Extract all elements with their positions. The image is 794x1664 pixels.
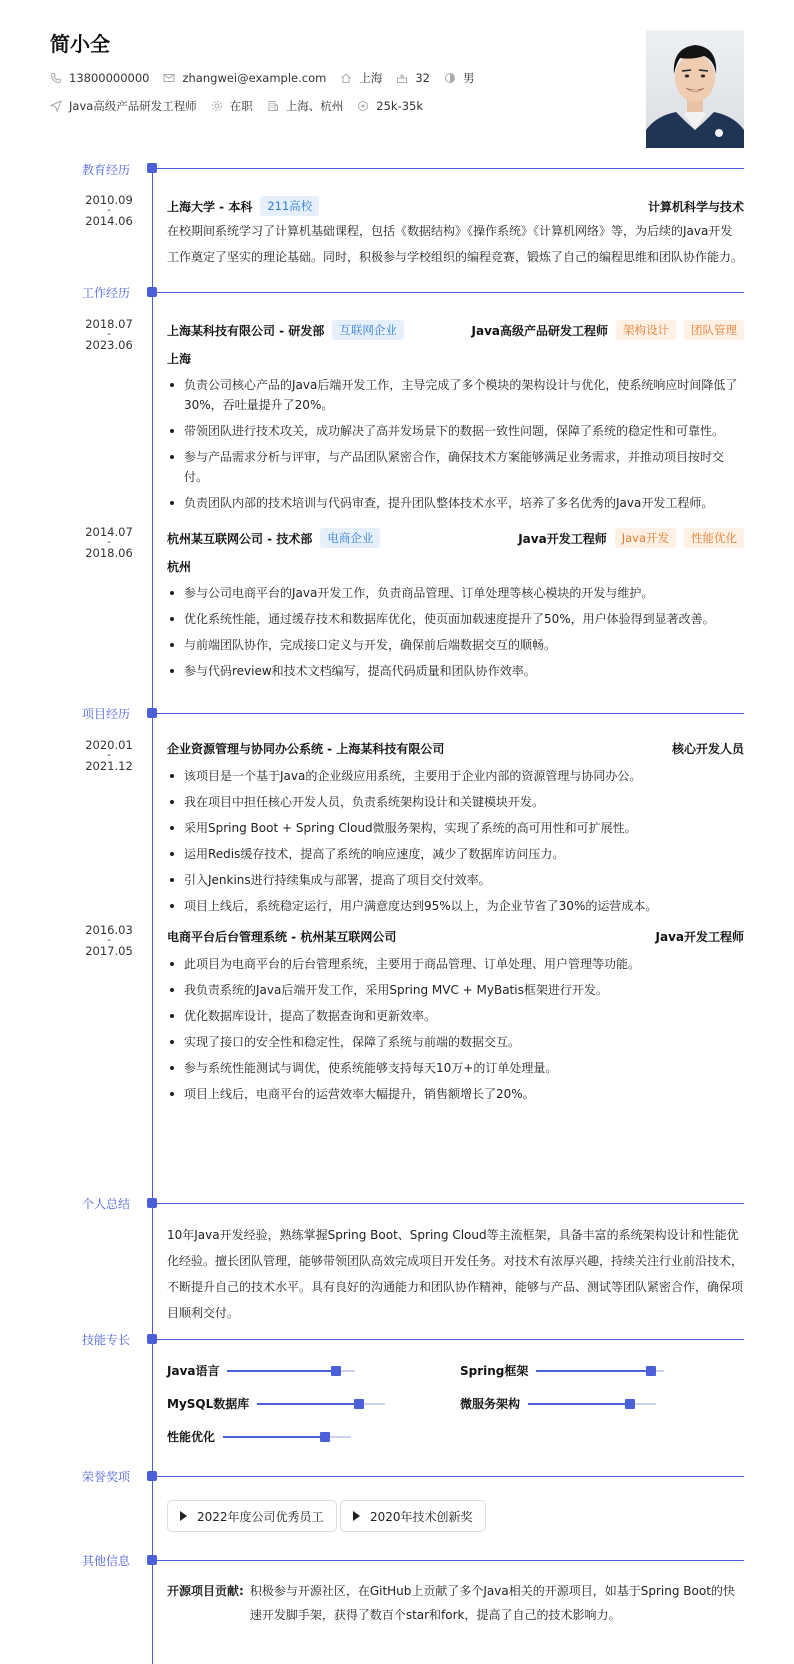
date-end: 2014.06	[85, 214, 133, 228]
list-item: 参与公司电商平台的Java开发工作，负责商品管理、订单处理等核心模块的开发与维护。	[167, 583, 744, 603]
award-label: 2020年技术创新奖	[370, 1509, 473, 1524]
list-item: 项目上线后，电商平台的运营效率大幅提升，销售额增长了20%。	[167, 1084, 744, 1104]
section-marker	[147, 287, 157, 297]
date-start: 2014.07	[85, 525, 133, 539]
project-header	[167, 740, 744, 757]
section-title-other: 其他信息	[82, 1554, 131, 1568]
project-title: 企业资源管理与协同办公系统 - 上海某科技有限公司	[167, 742, 445, 756]
work-bullets	[167, 375, 744, 519]
project-bullets	[167, 766, 744, 922]
project-role: Java开发工程师	[655, 930, 744, 944]
city-item	[340, 70, 382, 86]
section-title-projects: 项目经历	[82, 707, 131, 721]
triangle-icon	[180, 1511, 187, 1521]
project-date	[74, 739, 144, 773]
section-title-skills: 技能专长	[82, 1333, 131, 1347]
work-date	[74, 526, 144, 560]
list-item: 我在项目中担任核心开发人员，负责系统架构设计和关键模块开发。	[167, 792, 744, 812]
skill-mysql	[167, 1395, 385, 1412]
skill-name: Spring框架	[460, 1364, 529, 1378]
skill-bar-knob	[354, 1399, 364, 1409]
date-start: 2018.07	[85, 317, 133, 331]
section-divider	[157, 1339, 744, 1340]
age-text: 32	[415, 71, 430, 85]
skill-java	[167, 1362, 355, 1379]
section-divider	[157, 713, 744, 714]
gender-text: 男	[462, 71, 475, 85]
section-title-summary: 个人总结	[82, 1197, 131, 1211]
resume-header	[0, 0, 794, 160]
section-divider	[157, 168, 744, 169]
date-end: 2021.12	[85, 759, 133, 773]
building-icon	[267, 100, 279, 112]
skill-tag: 团队管理	[684, 320, 744, 340]
work-header	[167, 320, 744, 340]
company-tag: 电商企业	[320, 528, 380, 548]
date-end: 2017.05	[85, 944, 133, 958]
section-divider	[157, 1203, 744, 1204]
triangle-icon	[353, 1511, 360, 1521]
school-tag: 211高校	[260, 196, 319, 216]
date-separator: -	[107, 537, 111, 548]
date-separator: -	[107, 935, 111, 946]
home-icon	[340, 72, 352, 84]
list-item: 参与系统性能测试与调优，使系统能够支持每天10万+的订单处理量。	[167, 1058, 744, 1078]
mail-icon	[163, 72, 175, 84]
phone-item	[50, 71, 149, 85]
section-marker	[147, 163, 157, 173]
school-name: 上海大学 - 本科	[167, 199, 253, 214]
skill-bar-knob	[331, 1366, 341, 1376]
section-marker	[147, 1334, 157, 1344]
skill-bar-fill	[536, 1370, 651, 1372]
list-item: 引入Jenkins进行持续集成与部署，提高了项目交付效率。	[167, 870, 744, 890]
list-item: 带领团队进行技术攻关，成功解决了高并发场景下的数据一致性问题，保障了系统的稳定性和可靠性。	[167, 421, 744, 441]
education-description: 在校期间系统学习了计算机基础课程，包括《数据结构》《操作系统》《计算机网络》等，为后续的Java开发工作奠定了坚实的理论基础。同时，积极参与学校组织的编程竞赛，锻炼了自己的编程思维和团队协作能力。	[167, 224, 744, 264]
project-header	[167, 928, 744, 945]
section-divider	[157, 292, 744, 293]
skill-name: Java语言	[167, 1364, 220, 1378]
skill-performance	[167, 1428, 351, 1445]
skill-bar	[223, 1436, 351, 1438]
date-end: 2023.06	[85, 338, 133, 352]
list-item: 与前端团队协作，完成接口定义与开发，确保前后端数据交互的顺畅。	[167, 635, 744, 655]
company-name: 杭州某互联网公司 - 技术部	[167, 531, 313, 546]
contact-row	[50, 70, 488, 86]
job-role: Java开发工程师	[518, 531, 607, 546]
send-icon	[50, 100, 62, 112]
gender-icon	[444, 72, 456, 84]
section-divider	[157, 1476, 744, 1477]
status-text: 在职	[229, 99, 253, 113]
education-header	[167, 196, 744, 216]
section-title-education: 教育经历	[82, 163, 131, 177]
company-tag: 互联网企业	[332, 320, 404, 340]
other-label: 开源项目贡献:	[167, 1584, 244, 1598]
date-start: 2020.01	[85, 738, 133, 752]
list-item: 参与代码review和技术文档编写，提高代码质量和团队协作效率。	[167, 661, 744, 681]
work-bullets	[167, 583, 744, 687]
section-title-work: 工作经历	[82, 286, 131, 300]
skill-bar	[227, 1370, 355, 1372]
skill-bar	[536, 1370, 664, 1372]
job-role: Java高级产品研发工程师	[471, 323, 608, 338]
list-item: 优化系统性能，通过缓存技术和数据库优化，使页面加载速度提升了50%，用户体验得到显著改善。	[167, 609, 744, 629]
award-item	[340, 1500, 486, 1532]
skill-name: MySQL数据库	[167, 1397, 250, 1411]
section-marker	[147, 1471, 157, 1481]
skill-name: 微服务架构	[460, 1397, 521, 1411]
profile-photo	[646, 30, 744, 148]
list-item: 负责团队内部的技术培训与代码审查，提升团队整体技术水平，培养了多名优秀的Java开发工程师。	[167, 493, 744, 513]
list-item: 项目上线后，系统稳定运行，用户满意度达到95%以上，为企业节省了30%的运营成本。	[167, 896, 744, 916]
education-date	[74, 194, 144, 228]
skill-bar-fill	[227, 1370, 336, 1372]
target-city-text: 上海、杭州	[285, 99, 344, 113]
list-item: 采用Spring Boot + Spring Cloud微服务架构，实现了系统的高可用性和可扩展性。	[167, 818, 744, 838]
phone-text: 13800000000	[69, 71, 150, 85]
section-title-awards: 荣誉奖项	[82, 1470, 131, 1484]
salary-item	[357, 99, 423, 113]
list-item: 运用Redis缓存技术，提高了系统的响应速度，减少了数据库访问压力。	[167, 844, 744, 864]
target-city-item	[267, 98, 344, 114]
project-role: 核心开发人员	[671, 742, 744, 756]
section-marker	[147, 708, 157, 718]
gender-item	[444, 70, 475, 86]
candidate-name: 简小全	[50, 32, 110, 56]
age-icon	[396, 72, 408, 84]
list-item: 负责公司核心产品的Java后端开发工作，主导完成了多个模块的架构设计与优化，使系统响应时间降低了30%，吞吐量提升了20%。	[167, 375, 744, 415]
section-divider	[157, 1560, 744, 1561]
city-text: 上海	[359, 71, 383, 85]
list-item: 优化数据库设计，提高了数据查询和更新效率。	[167, 1006, 744, 1026]
skill-bar-knob	[320, 1432, 330, 1442]
list-item: 实现了接口的安全性和稳定性，保障了系统与前端的数据交互。	[167, 1032, 744, 1052]
award-item	[167, 1500, 337, 1532]
list-item: 此项目为电商平台的后台管理系统，主要用于商品管理、订单处理、用户管理等功能。	[167, 954, 744, 974]
project-date	[74, 924, 144, 958]
status-icon	[211, 100, 223, 112]
work-date	[74, 318, 144, 352]
major: 计算机科学与技术	[647, 199, 744, 214]
section-marker	[147, 1198, 157, 1208]
project-bullets	[167, 954, 744, 1110]
list-item: 该项目是一个基于Java的企业级应用系统，主要用于企业内部的资源管理与协同办公。	[167, 766, 744, 786]
skill-tag: 架构设计	[616, 320, 676, 340]
skill-bar-fill	[257, 1403, 359, 1405]
phone-icon	[50, 72, 62, 84]
job-item	[50, 98, 197, 114]
skill-bar-fill	[223, 1436, 325, 1438]
coin-icon	[357, 100, 369, 112]
email-item	[163, 71, 326, 85]
skill-tag: 性能优化	[684, 528, 744, 548]
skill-spring	[460, 1362, 664, 1379]
email-text: zhangwei@example.com	[182, 71, 327, 85]
skill-bar	[257, 1403, 385, 1405]
job-text: Java高级产品研发工程师	[69, 99, 197, 113]
status-item	[211, 98, 253, 114]
date-start: 2010.09	[85, 193, 133, 207]
work-city: 杭州	[167, 560, 192, 574]
date-separator: -	[107, 750, 111, 761]
job-row	[50, 98, 437, 114]
other-info	[167, 1579, 744, 1627]
skill-name: 性能优化	[167, 1430, 216, 1444]
skill-bar	[528, 1403, 656, 1405]
skill-tag: Java开发	[615, 528, 676, 548]
list-item: 我负责系统的Java后端开发工作，采用Spring MVC + MyBatis框架进行开发。	[167, 980, 744, 1000]
award-label: 2022年度公司优秀员工	[197, 1509, 324, 1524]
skill-bar-knob	[646, 1366, 656, 1376]
list-item: 参与产品需求分析与评审，与产品团队紧密合作，确保技术方案能够满足业务需求，并推动项目按时交付。	[167, 447, 744, 487]
section-marker	[147, 1555, 157, 1565]
skill-bar-fill	[528, 1403, 630, 1405]
salary-text: 25k-35k	[376, 99, 424, 113]
date-start: 2016.03	[85, 923, 133, 937]
date-separator: -	[107, 329, 111, 340]
other-text: 积极参与开源社区，在GitHub上贡献了多个Java相关的开源项目，如基于Spring Boot的快速开发脚手架，获得了数百个star和fork，提高了自己的技术影响力。	[249, 1584, 735, 1622]
project-title: 电商平台后台管理系统 - 杭州某互联网公司	[167, 930, 397, 944]
timeline-line	[152, 172, 153, 1664]
date-end: 2018.06	[85, 546, 133, 560]
company-name: 上海某科技有限公司 - 研发部	[167, 323, 325, 338]
summary-text: 10年Java开发经验，熟练掌握Spring Boot、Spring Cloud等主流框架，具备丰富的系统架构设计和性能优化经验。擅长团队管理，能够带领团队高效完成项目开发任务。对技术有浓厚兴趣，持续关注行业前沿技术，不断提升自己的技术水平。具有良好的沟通能力和团队协作精神，能够与产品、测试等团队紧密合作，确保项目顺利交付。	[167, 1228, 744, 1320]
work-header	[167, 528, 744, 548]
skill-microservice	[460, 1395, 656, 1412]
work-city: 上海	[167, 352, 192, 366]
skill-bar-knob	[625, 1399, 635, 1409]
age-item	[396, 71, 430, 85]
date-separator: -	[107, 205, 111, 216]
